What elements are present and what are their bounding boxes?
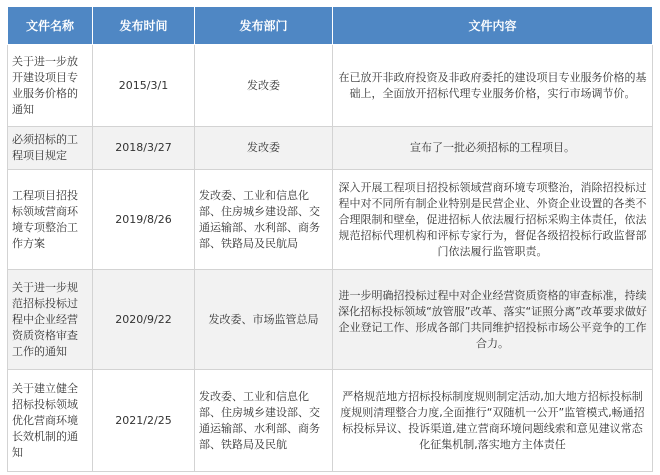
header-file-name: 文件名称 <box>8 7 93 45</box>
content-cell: 深入开展工程项目招投标领域营商环境专项整治，消除招投标过程中对不同所有制企业特别是民营企业、外资企业设置的各类不合理限制和壁垒，促进招标人依法履行招标采购主体责任，依法规范招标代理机构和评标专家行为，督促各级招投标行政监督部门依法履行监管职责。 <box>333 170 653 270</box>
header-content: 文件内容 <box>333 7 653 45</box>
file-name-cell: 关于建立健全招标投标领域优化营商环境长效机制的通知 <box>8 370 93 472</box>
content-cell: 宣布了一批必须招标的工程项目。 <box>333 127 653 170</box>
table-row <box>8 170 653 270</box>
table-row <box>8 270 653 370</box>
table-row <box>8 127 653 170</box>
header-department: 发布部门 <box>195 7 333 45</box>
table-row <box>8 370 653 472</box>
publish-date-cell: 2018/3/27 <box>93 127 195 170</box>
file-name-cell: 关于进一步放开建设项目专业服务价格的通知 <box>8 45 93 127</box>
department-cell: 发改委 <box>195 127 333 170</box>
department-cell: 发改委、工业和信息化部、住房城乡建设部、交通运输部、水利部、商务部、铁路局及民航 <box>195 370 333 472</box>
publish-date-cell: 2020/9/22 <box>93 270 195 370</box>
publish-date-cell: 2019/8/26 <box>93 170 195 270</box>
publish-date-cell: 2015/3/1 <box>93 45 195 127</box>
header-publish-date: 发布时间 <box>93 7 195 45</box>
file-name-cell: 必须招标的工程项目规定 <box>8 127 93 170</box>
department-cell: 发改委、工业和信息化部、住房城乡建设部、交通运输部、水利部、商务部、铁路局及民航局 <box>195 170 333 270</box>
department-cell: 发改委、市场监管总局 <box>195 270 333 370</box>
header-row <box>8 7 653 45</box>
table-row <box>8 45 653 127</box>
content-cell: 在已放开非政府投资及非政府委托的建设项目专业服务价格的基础上，全面放开招标代理专业服务价格，实行市场调节价。 <box>333 45 653 127</box>
policy-table <box>7 6 653 472</box>
publish-date-cell: 2021/2/25 <box>93 370 195 472</box>
file-name-cell: 工程项目招投标领域营商环境专项整治工作方案 <box>8 170 93 270</box>
content-cell: 进一步明确招投标过程中对企业经营资质资格的审查标准，持续深化招标投标领域“放管服”改革、落实“证照分离”改革要求做好企业登记工作、形成各部门共同维护招投标市场公平竞争的工作合力。 <box>333 270 653 370</box>
file-name-cell: 关于进一步规范招标投标过程中企业经营资质资格审查工作的通知 <box>8 270 93 370</box>
department-cell: 发改委 <box>195 45 333 127</box>
content-cell: 严格规范地方招标投标制度规则制定活动,加大地方招标投标制度规则清理整合力度,全面推行“双随机一公开”监管模式,畅通招标投标异议、投诉渠道,建立营商环境问题线索和意见建议常态化征集机制,落实地方主体责任 <box>333 370 653 472</box>
